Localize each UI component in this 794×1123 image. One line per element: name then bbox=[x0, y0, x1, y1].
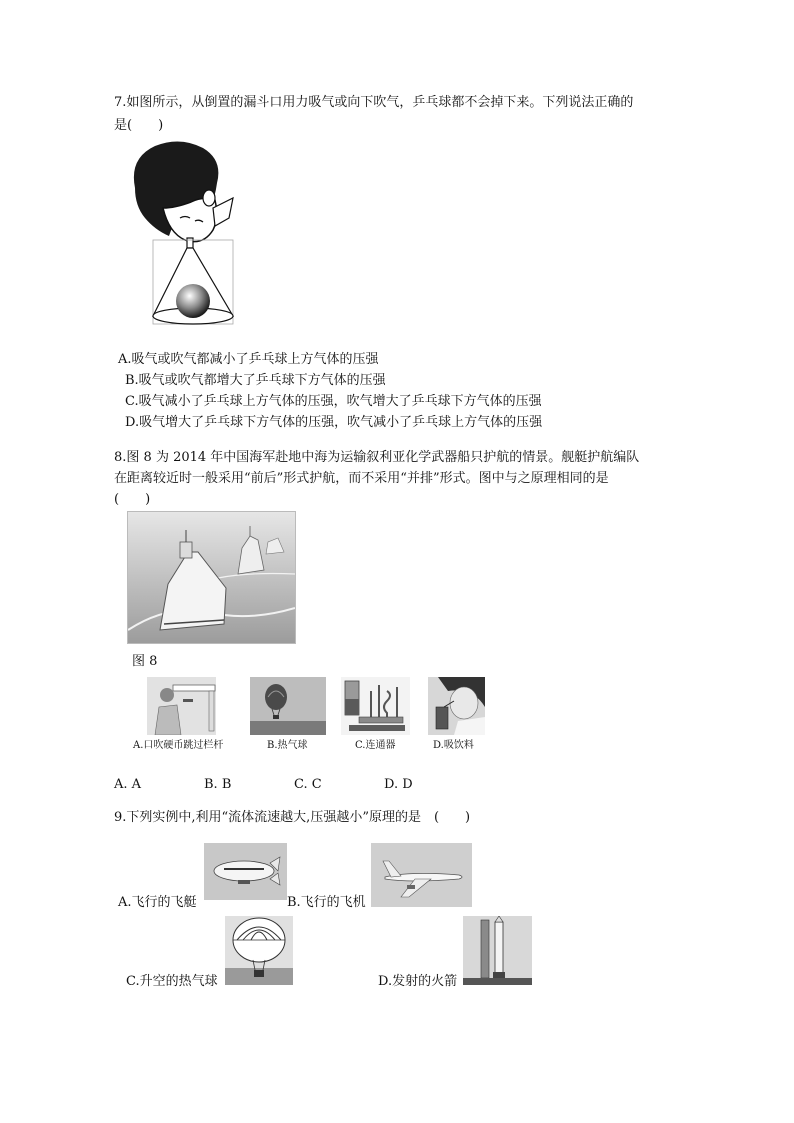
q8-answer-a: A. A bbox=[114, 777, 142, 792]
q8-choice-d-picture bbox=[428, 677, 485, 735]
q9-stem: 9.下列实例中,利用“流体流速越大,压强越小”原理的是 ( ) bbox=[114, 810, 471, 825]
q7-stem-line1: 7.如图所示，从倒置的漏斗口用力吸气或向下吹气，乒乓球都不会掉下来。下列说法正确的 bbox=[114, 95, 634, 110]
ping-pong-ball bbox=[176, 284, 210, 318]
q8-answer-d: D. D bbox=[384, 777, 413, 792]
q9-balloon-picture bbox=[225, 916, 293, 985]
q8-choice-d-caption: D.吸饮料 bbox=[433, 740, 474, 751]
q7-option-b: B.吸气或吹气都增大了乒乓球下方气体的压强 bbox=[125, 373, 386, 388]
q9-option-a: A.飞行的飞艇 bbox=[118, 895, 197, 910]
q8-stem-line3: ( ) bbox=[114, 492, 151, 507]
q8-choice-a-picture bbox=[147, 677, 216, 735]
q8-answer-b: B. B bbox=[204, 777, 232, 792]
q8-choice-b-caption: B.热气球 bbox=[267, 740, 308, 751]
q7-funnel-figure bbox=[125, 138, 240, 326]
q8-figure-label: 图 8 bbox=[132, 654, 158, 669]
q8-answer-c: C. C bbox=[294, 777, 322, 792]
q8-warship-photo bbox=[127, 511, 296, 644]
funnel-child-illustration bbox=[125, 138, 240, 326]
q8-choice-c-caption: C.连通器 bbox=[355, 740, 396, 751]
q8-choice-b-picture bbox=[250, 677, 326, 735]
q9-option-c: C.升空的热气球 bbox=[126, 974, 218, 989]
q8-choice-c-picture bbox=[341, 677, 410, 735]
q7-option-c: C.吸气减小了乒乓球上方气体的压强，吹气增大了乒乓球下方气体的压强 bbox=[125, 394, 542, 409]
q8-stem-line1: 8.图 8 为 2014 年中国海军赴地中海为运输叙利亚化学武器船只护航的情景。舰艇护航编队 bbox=[114, 450, 640, 465]
q9-airship-picture bbox=[204, 843, 287, 900]
q9-option-b: B.飞行的飞机 bbox=[287, 895, 366, 910]
q7-option-d: D.吸气增大了乒乓球下方气体的压强，吹气减小了乒乓球上方气体的压强 bbox=[125, 415, 543, 430]
q9-rocket-picture bbox=[463, 916, 532, 985]
q8-stem-line2: 在距离较近时一般采用“前后”形式护航，而不采用“并排”形式。图中与之原理相同的是 bbox=[114, 471, 609, 486]
q7-stem-line2: 是( ) bbox=[114, 118, 164, 133]
q8-choice-a-caption: A.口吹硬币跳过栏杆 bbox=[133, 740, 224, 751]
q7-option-a: A.吸气或吹气都减小了乒乓球上方气体的压强 bbox=[118, 352, 379, 367]
q9-airplane-picture bbox=[371, 843, 472, 907]
q9-option-d: D.发射的火箭 bbox=[378, 974, 458, 989]
